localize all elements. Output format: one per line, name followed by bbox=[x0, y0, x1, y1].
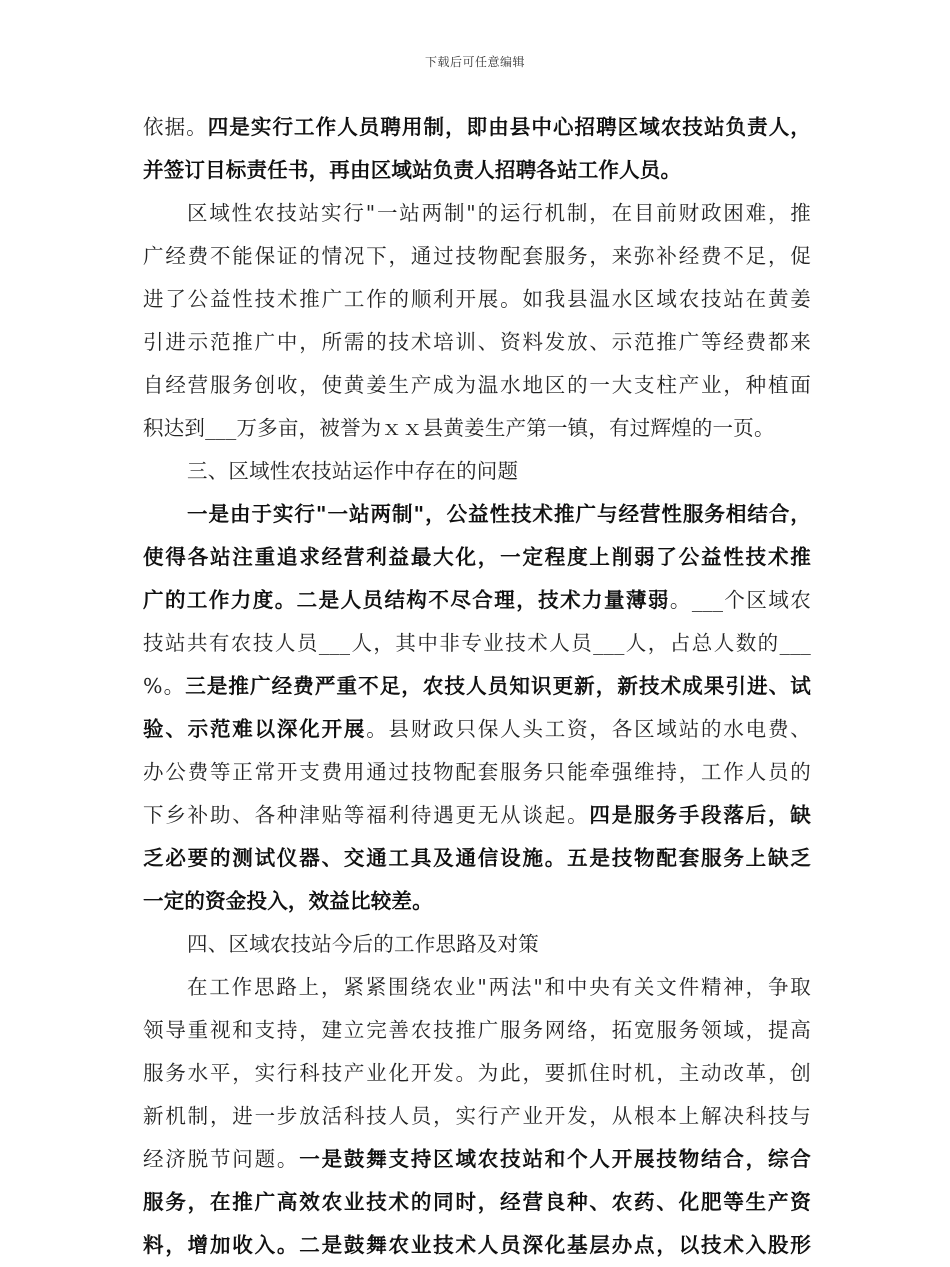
text-run: 积达到___万多亩，被誉为ｘｘ县黄姜生产第一镇，有过辉煌的一页。 bbox=[143, 416, 775, 440]
text-run: 引进示范推广中，所需的技术培训、资料发放、示范推广等经费都来 bbox=[143, 330, 811, 354]
text-line bbox=[143, 407, 811, 450]
text-run-bold: 一定的资金投入，效益比较差。 bbox=[143, 889, 433, 913]
text-line bbox=[143, 1009, 811, 1052]
text-run-bold: 四是服务手段落后，缺 bbox=[589, 803, 812, 827]
text-line bbox=[143, 966, 811, 1009]
text-line bbox=[143, 1095, 811, 1138]
text-run: 广经费不能保证的情况下，通过技物配套服务，来弥补经费不足，促 bbox=[143, 244, 811, 268]
text-run-bold: 三是推广经费严重不足，农技人员知识更新，新技术成果引进、试 bbox=[185, 674, 811, 698]
text-line bbox=[143, 149, 811, 192]
text-line bbox=[143, 1224, 811, 1267]
text-run: 在工作思路上，紧紧围绕农业"两法"和中央有关文件精神，争取 bbox=[187, 975, 811, 999]
text-run: 新机制，进一步放活科技人员，实行产业开发，从根本上解决科技与 bbox=[143, 1104, 811, 1128]
text-run: 办公费等正常开支费用通过技物配套服务只能牵强维持，工作人员的 bbox=[143, 760, 811, 784]
text-run-bold: 料，增加收入。二是鼓舞农业技术人员深化基层办点，以技术入股形 bbox=[143, 1233, 811, 1257]
text-run: 技站共有农技人员___人，其中非专业技术人员___人，占总人数的___ bbox=[143, 631, 811, 655]
text-line bbox=[143, 321, 811, 364]
text-line bbox=[143, 1138, 811, 1181]
text-run-bold: 广的工作力度。二是人员结构不尽合理，技术力量薄弱 bbox=[143, 588, 670, 612]
page-header bbox=[0, 53, 950, 70]
text-line bbox=[143, 751, 811, 794]
text-run: 进了公益性技术推广工作的顺利开展。如我县温水区域农技站在黄姜 bbox=[143, 287, 811, 311]
text-run: 下乡补助、各种津贴等福利待遇更无从谈起。 bbox=[143, 803, 590, 827]
text-line bbox=[143, 536, 811, 579]
text-run-bold: 服务，在推广高效农业技术的同时，经营良种、农药、化肥等生产资 bbox=[143, 1190, 811, 1214]
text-run: 四、区域农技站今后的工作思路及对策 bbox=[187, 932, 539, 956]
text-run: 区域性农技站实行"一站两制"的运行机制，在目前财政困难，推 bbox=[187, 201, 811, 225]
text-line bbox=[143, 235, 811, 278]
text-run-bold: 乏必要的测试仪器、交通工具及通信设施。五是技物配套服务上缺乏 bbox=[143, 846, 811, 870]
text-line bbox=[143, 579, 811, 622]
text-line bbox=[143, 622, 811, 665]
text-line bbox=[143, 364, 811, 407]
text-line bbox=[143, 880, 811, 923]
text-run: 经济脱节问题。 bbox=[143, 1147, 300, 1171]
text-line bbox=[143, 1052, 811, 1095]
section-heading bbox=[143, 923, 811, 966]
text-line bbox=[143, 278, 811, 321]
text-run: 自经营服务创收，使黄姜生产成为温水地区的一大支柱产业，种植面 bbox=[143, 373, 811, 397]
text-run-bold: 验、示范难以深化开展 bbox=[143, 717, 367, 741]
document-body bbox=[143, 106, 811, 1267]
text-run-bold: 一是鼓舞支持区域农技站和个人开展技物结合，综合 bbox=[299, 1147, 811, 1171]
text-run-bold: 并签订目标责任书，再由区域站负责人招聘各站工作人员。 bbox=[143, 158, 682, 182]
text-line bbox=[143, 1181, 811, 1224]
text-line bbox=[143, 106, 811, 149]
text-line bbox=[143, 192, 811, 235]
text-line bbox=[143, 708, 811, 751]
text-line bbox=[143, 837, 811, 880]
text-run-bold: 使得各站注重追求经营利益最大化，一定程度上削弱了公益性技术推 bbox=[143, 545, 811, 569]
text-run: 服务水平，实行科技产业化开发。为此，要抓住时机，主动改革，创 bbox=[143, 1061, 811, 1085]
text-run: %。 bbox=[143, 674, 186, 698]
text-run: 。县财政只保人头工资，各区域站的水电费、 bbox=[366, 717, 812, 741]
text-run: 领导重视和支持，建立完善农技推广服务网络，拓宽服务领域，提高 bbox=[143, 1018, 811, 1042]
text-run: 。___个区域农 bbox=[669, 588, 811, 612]
text-line bbox=[143, 665, 811, 708]
text-line bbox=[143, 794, 811, 837]
section-heading bbox=[143, 450, 811, 493]
text-run-bold: 一是由于实行"一站两制"，公益性技术推广与经营性服务相结合， bbox=[187, 502, 811, 526]
text-run: 三、区域性农技站运作中存在的问题 bbox=[187, 459, 519, 483]
text-line bbox=[143, 493, 811, 536]
text-run: 依据。 bbox=[143, 115, 208, 139]
text-run-bold: 四是实行工作人员聘用制，即由县中心招聘区域农技站负责人， bbox=[207, 115, 811, 139]
header-text: 下载后可任意编辑 bbox=[424, 55, 525, 69]
